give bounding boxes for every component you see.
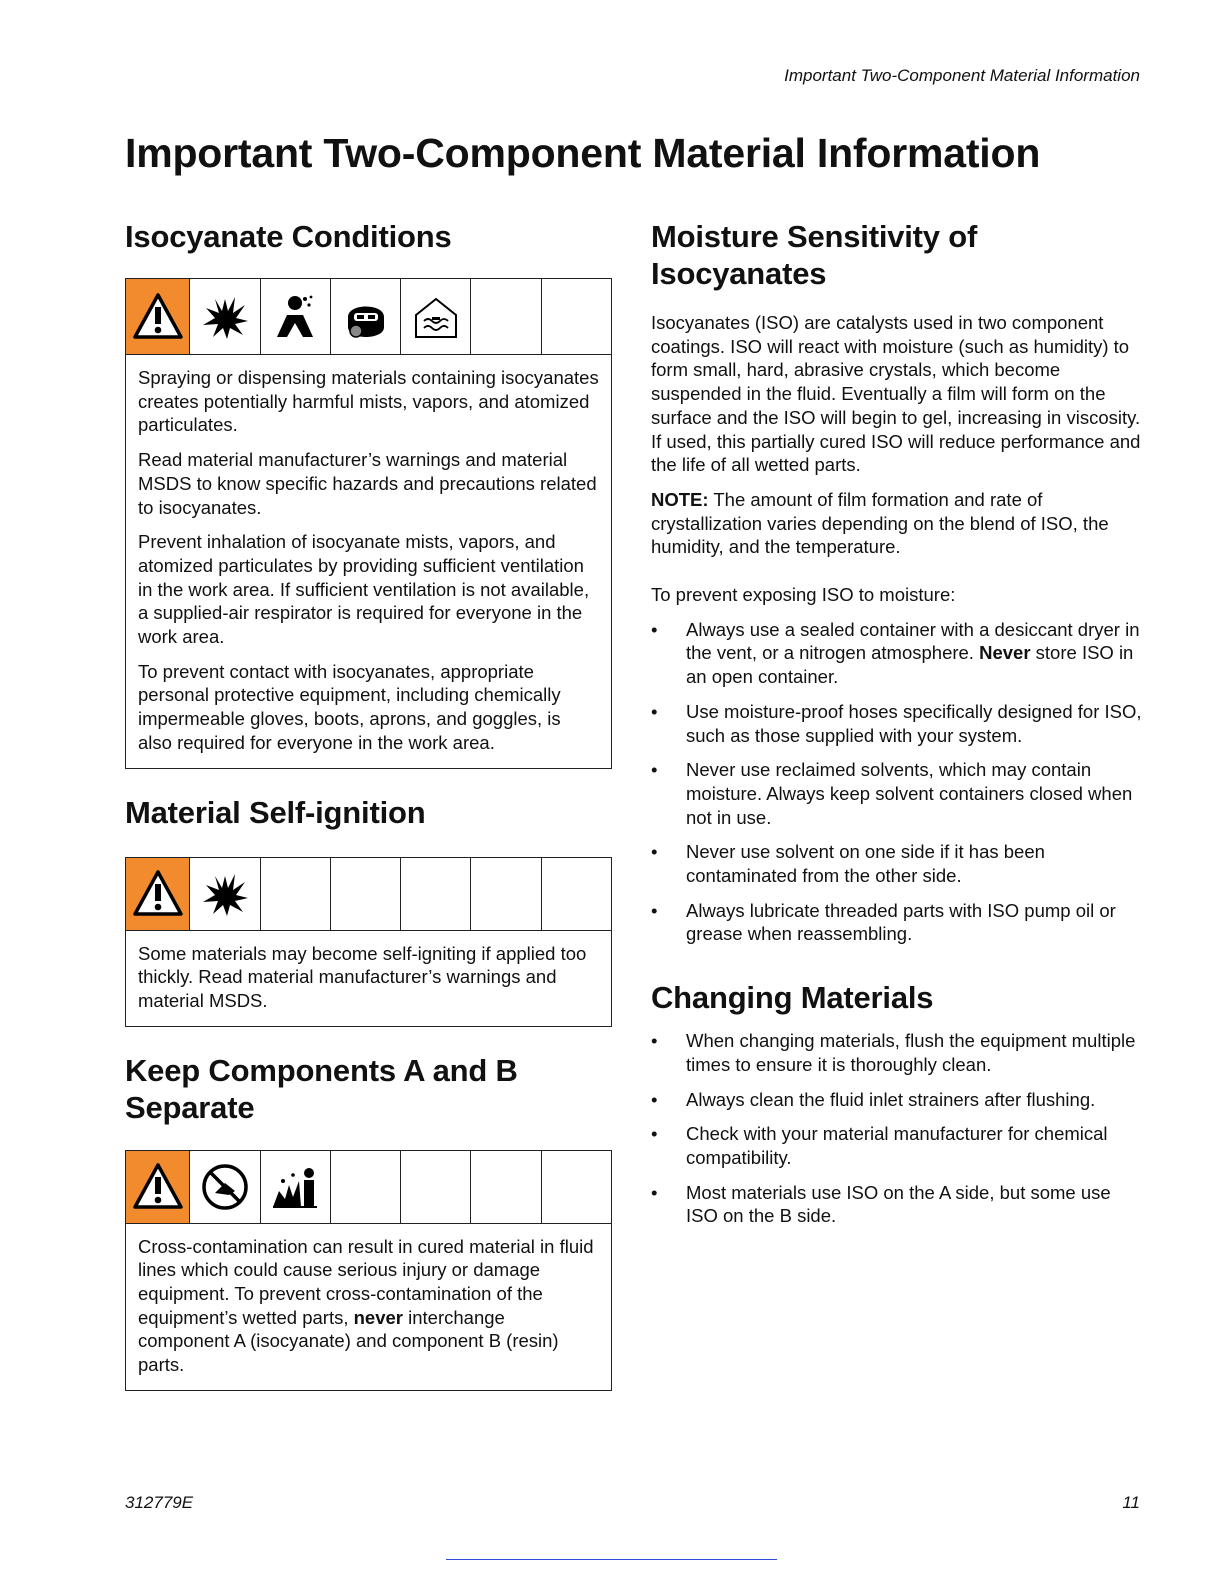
warning-paragraph: Read material manufacturer’s warnings and material MSDS to know specific hazards and precautions related to isocyanates. — [138, 449, 597, 518]
note-text: The amount of film formation and rate of crystallization varies depending on the blend of ISO, the humidity, and the temperature. — [651, 488, 1109, 558]
isocyanate-warning-text — [126, 355, 611, 768]
note-label: NOTE: — [651, 488, 709, 510]
moisture-sensitivity-heading — [651, 218, 1146, 292]
text-run: Always use a sealed container with a desiccant dryer in the vent, or a nitrogen atmosphere. — [686, 618, 1140, 664]
list-item: • When changing materials, flush the equipment multiple times to ensure it is thoroughly clean. — [651, 1029, 1146, 1076]
changing-materials-section — [651, 979, 1146, 1228]
moisture-bullet-list — [651, 618, 1146, 946]
list-item: • Check with your material manufacturer for chemical compatibility. — [651, 1122, 1146, 1169]
self-ignition-warning-text — [126, 931, 611, 1026]
list-item: • Always clean the fluid inlet strainers after flushing. — [651, 1088, 1146, 1112]
right-column — [651, 218, 1146, 1239]
empty-symbol-cell — [471, 858, 541, 930]
list-item: • Always lubricate threaded parts with ISO pump oil or grease when reassembling. — [651, 899, 1146, 946]
self-ignition-heading: Material Self-ignition — [125, 794, 426, 830]
note-paragraph — [651, 488, 1146, 559]
changing-bullet-list — [651, 1029, 1146, 1228]
empty-symbol-cell — [401, 858, 471, 930]
text-run: interchange component A (isocyanate) and component B (resin) parts. — [138, 1306, 559, 1376]
list-item: • Use moisture-proof hoses specifically designed for ISO, such as those supplied with your system. — [651, 700, 1146, 747]
warning-paragraph: Spraying or dispensing materials containing isocyanates creates potentially harmful mists, vapors, and atomized particulates. — [138, 367, 599, 436]
splash-injury-icon — [261, 1151, 331, 1223]
emphasis-text: Never — [979, 642, 1031, 664]
text-run: Cross-contamination can result in cured material in fluid lines which could cause serious injury or damage equipment. To prevent cross-contamination of the equipment’s wetted parts, — [138, 1235, 594, 1328]
heading-line: Moisture Sensitivity of — [651, 219, 978, 254]
empty-symbol-cell — [471, 279, 541, 354]
warning-triangle-icon — [126, 279, 190, 354]
no-mixing-icon — [190, 1151, 260, 1223]
keep-separate-heading — [125, 1052, 612, 1126]
empty-symbol-cell — [542, 279, 611, 354]
list-item: • Never use solvent on one side if it has been contaminated from the other side. — [651, 840, 1146, 887]
moisture-paragraph: Isocyanates (ISO) are catalysts used in two component coatings. ISO will react with moisture (such as humidity) to form small, hard, abrasive crystals, which become suspended in the fluid. Eventually a film will form on the surface and the ISO will begin to gel, increasing in viscosity. If used, this partially cured ISO will reduce performance and the life of all wetted parts. — [651, 312, 1141, 476]
page-title: Important Two-Component Material Information — [125, 130, 1041, 176]
moisture-sensitivity-section — [651, 218, 1146, 946]
self-ignition-warning-box — [125, 857, 612, 1027]
document-number: 312779E — [125, 1493, 194, 1512]
empty-symbol-cell — [471, 1151, 541, 1223]
warning-triangle-icon — [126, 858, 190, 930]
list-item — [651, 618, 1146, 689]
empty-symbol-cell — [542, 858, 611, 930]
empty-symbol-cell — [542, 1151, 611, 1223]
empty-symbol-cell — [331, 1151, 401, 1223]
empty-symbol-cell — [331, 858, 401, 930]
warning-paragraph: To prevent contact with isocyanates, appropriate personal protective equipment, including chemically impermeable gloves, boots, aprons, and goggles, is also required for everyone in the work area. — [138, 660, 561, 753]
text-run: store ISO in an open container. — [686, 642, 1134, 688]
footer-rule — [446, 1559, 777, 1560]
ventilation-house-icon — [401, 279, 471, 354]
emphasis-text: never — [353, 1306, 403, 1328]
inhalation-hazard-icon — [261, 279, 331, 354]
warning-paragraph: Prevent inhalation of isocyanate mists, vapors, and atomized particulates by providing sufficient ventilation in the work area. If sufficient ventilation is not available, a supplied-air respirator is required for everyone in the work area. — [138, 531, 590, 648]
page-number: 11 — [1122, 1493, 1140, 1512]
moisture-intro: To prevent exposing ISO to moisture: — [651, 584, 956, 606]
list-item: • Most materials use ISO on the A side, but some use ISO on the B side. — [651, 1181, 1146, 1228]
symbol-row — [126, 858, 611, 931]
running-header: Important Two-Component Material Information — [784, 66, 1140, 85]
keep-separate-warning-text — [126, 1224, 611, 1390]
warning-paragraph — [138, 1235, 599, 1377]
empty-symbol-cell — [401, 1151, 471, 1223]
warning-triangle-icon — [126, 1151, 190, 1223]
isocyanate-conditions-section — [125, 218, 612, 769]
list-item: • Never use reclaimed solvents, which may contain moisture. Always keep solvent containers closed when not in use. — [651, 758, 1146, 829]
symbol-row — [126, 279, 611, 355]
heading-line: Separate — [125, 1089, 255, 1125]
respirator-goggles-icon — [331, 279, 401, 354]
changing-materials-heading: Changing Materials — [651, 980, 934, 1016]
explosion-icon — [190, 279, 260, 354]
heading-line: Keep Components A and B — [125, 1052, 518, 1088]
keep-separate-section — [125, 1052, 612, 1391]
symbol-row — [126, 1151, 611, 1224]
keep-separate-warning-box — [125, 1150, 612, 1391]
isocyanate-conditions-heading: Isocyanate Conditions — [125, 219, 452, 254]
heading-line: Isocyanates — [651, 256, 827, 291]
left-column — [125, 218, 612, 1391]
empty-symbol-cell — [261, 858, 331, 930]
warning-paragraph: Some materials may become self-igniting if applied too thickly. Read material manufacturer’s warnings and material MSDS. — [138, 942, 587, 1011]
explosion-icon — [190, 858, 260, 930]
self-ignition-section — [125, 794, 612, 1027]
isocyanate-warning-box — [125, 278, 612, 769]
